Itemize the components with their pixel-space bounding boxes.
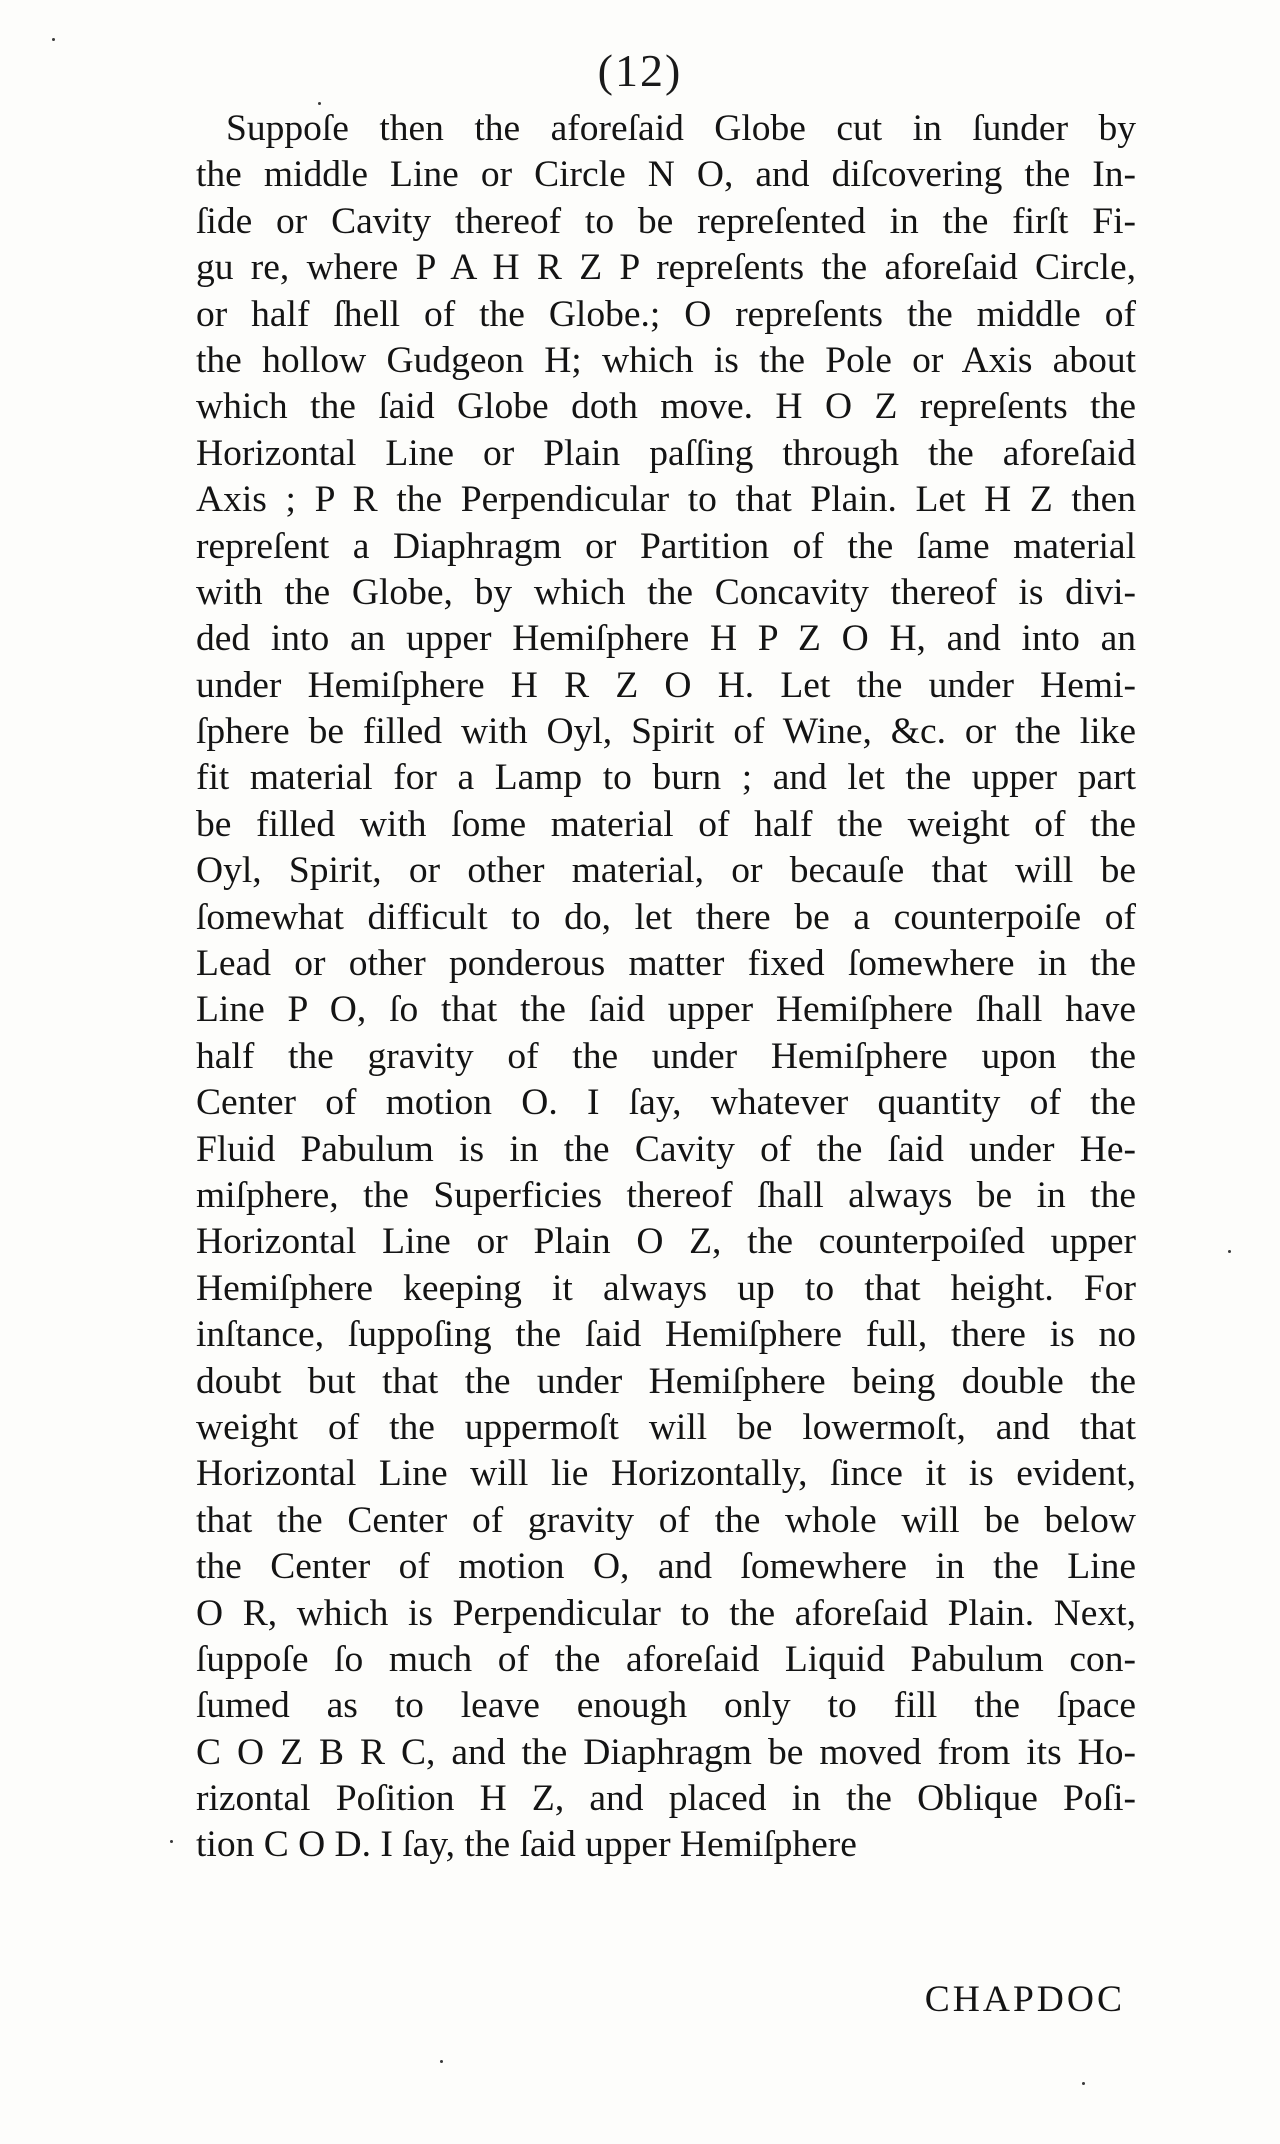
text-line: ſomewhat difficult to do, let there be a counterpoiſe of — [196, 896, 1136, 938]
text-line: or half ſhell of the Globe.; O repreſents the middle of — [196, 293, 1136, 335]
text-line: O R, which is Perpendicular to the aforeſaid Plain. Next, — [196, 1592, 1136, 1634]
text-line: Hemiſphere keeping it always up to that height. For — [196, 1267, 1136, 1309]
text-line: ſphere be filled with Oyl, Spirit of Wine, &c. or the like — [196, 711, 1136, 753]
text-line: inſtance, ſuppoſing the ſaid Hemiſphere full, there is no — [196, 1314, 1136, 1356]
text-line: with the Globe, by which the Concavity thereof is divi- — [196, 571, 1136, 613]
catchword: CHAPDOC — [924, 1979, 1125, 2020]
text-line: the hollow Gudgeon H; which is the Pole or Axis about — [196, 339, 1136, 381]
ink-speck — [1228, 1250, 1231, 1253]
text-line: half the gravity of the under Hemiſphere upon the — [196, 1035, 1136, 1077]
text-line: weight of the uppermoſt will be lowermoſt, and that — [196, 1406, 1136, 1448]
text-line: the Center of motion O, and ſomewhere in the Line — [196, 1546, 1136, 1588]
text-line: which the ſaid Globe doth move. H O Z repreſents the — [196, 386, 1136, 428]
page-number: (12) — [597, 45, 683, 96]
text-line: tion C O D. I ſay, the ſaid upper Hemiſphere — [196, 1824, 857, 1866]
text-line: Fluid Pabulum is in the Cavity of the ſaid under He- — [196, 1128, 1136, 1170]
text-line: C O Z B R C, and the Diaphragm be moved from its Ho- — [196, 1731, 1136, 1773]
text-line: repreſent a Diaphragm or Partition of the ſame material — [196, 525, 1136, 567]
text-line: Line P O, ſo that the ſaid upper Hemiſphere ſhall have — [196, 989, 1136, 1031]
text-line: Lead or other ponderous matter fixed ſomewhere in the — [196, 943, 1136, 985]
text-line: rizontal Poſition H Z, and placed in the Oblique Poſi- — [196, 1778, 1136, 1820]
ink-speck — [52, 38, 55, 41]
text-line: Horizontal Line will lie Horizontally, ſince it is evident, — [196, 1453, 1136, 1495]
text-line: ſide or Cavity thereof to be repreſented in the firſt Fi- — [196, 200, 1136, 242]
text-line: Suppoſe then the aforeſaid Globe cut in ſunder by — [226, 108, 1136, 149]
text-line: under Hemiſphere H R Z O H. Let the under Hemi- — [196, 664, 1136, 706]
text-line: ſuppoſe ſo much of the aforeſaid Liquid Pabulum con- — [196, 1638, 1136, 1680]
ink-speck — [170, 1840, 173, 1843]
text-line: Center of motion O. I ſay, whatever quantity of the — [196, 1082, 1136, 1124]
ink-speck — [1082, 2082, 1085, 2085]
text-line: ſumed as to leave enough only to fill the ſpace — [196, 1685, 1136, 1727]
text-line: miſphere, the Superficies thereof ſhall always be in the — [196, 1174, 1136, 1216]
text-line: Axis ; P R the Perpendicular to that Plain. Let H Z then — [196, 479, 1136, 521]
text-line: fit material for a Lamp to burn ; and let the upper part — [196, 757, 1136, 799]
text-line: Horizontal Line or Plain paſſing through the aforeſaid — [196, 432, 1136, 474]
text-line: be filled with ſome material of half the weight of the — [196, 803, 1136, 845]
text-line: doubt but that the under Hemiſphere being double the — [196, 1360, 1136, 1402]
ink-speck — [318, 102, 321, 105]
ink-speck — [440, 2060, 443, 2063]
text-line: Horizontal Line or Plain O Z, the counterpoiſed upper — [196, 1221, 1136, 1263]
text-line: gu re, where P A H R Z P repreſents the aforeſaid Circle, — [196, 247, 1136, 289]
text-line: that the Center of gravity of the whole will be below — [196, 1499, 1136, 1541]
text-line: ded into an upper Hemiſphere H P Z O H, and into an — [196, 618, 1136, 660]
text-line: Oyl, Spirit, or other material, or becauſe that will be — [196, 850, 1136, 892]
body-text — [196, 106, 1136, 1869]
text-line: the middle Line or Circle N O, and diſcovering the In- — [196, 154, 1136, 196]
